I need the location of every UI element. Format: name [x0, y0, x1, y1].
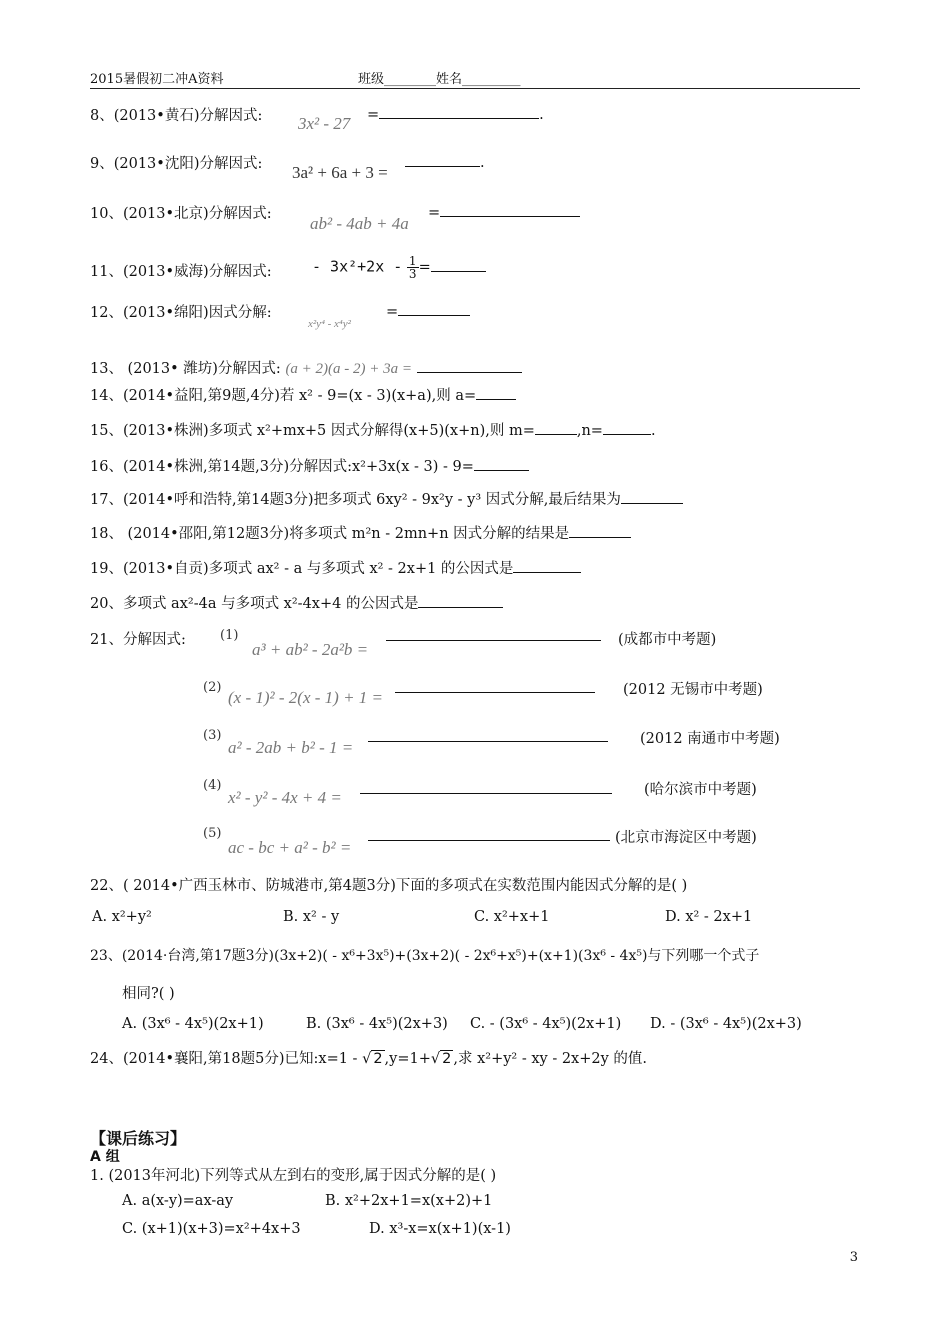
q9-expression: 3a² + 6a + 3 =	[292, 163, 388, 182]
question-23-text: 23、(2014·台湾,第17题3分)(3x+2)( - x⁶+3x⁵)+(3x+2)( - 2x⁶+x⁵)+(x+1)(3x⁶ - 4x⁵)与下列哪一个式子	[90, 948, 760, 964]
question-15: 15、(2013•株洲)多项式 x²+mx+5 因式分解得(x+5)(x+n),则 m= ,n= .	[90, 419, 656, 440]
question-8-math	[298, 114, 350, 134]
question-10-text: 10、(2013•北京)分解因式:	[90, 206, 272, 222]
q21-5-expression: ac - bc + a² - b² =	[228, 838, 352, 857]
question-18	[90, 522, 631, 543]
q22-option-a[interactable]: A. x²+y²	[92, 909, 152, 925]
question-10-answer: =	[428, 202, 580, 221]
after-question-1-text: 1. (2013年河北)下列等式从左到右的变形,属于因式分解的是( )	[90, 1168, 497, 1184]
question-15-mid: ,n=	[576, 423, 603, 439]
section-title: 【课后练习】	[90, 1129, 187, 1148]
question-23-cont	[122, 982, 175, 1003]
q13-expression: (a + 2)(a - 2) + 3a =	[285, 361, 413, 377]
question-17-text: 17、(2014•呼和浩特,第14题3分)把多项式 6xy² - 9x²y - y³ 因式分解,最后结果为	[90, 492, 621, 508]
q21-3-num: (3)	[203, 728, 222, 743]
question-13	[90, 357, 522, 378]
q21-5-blank[interactable]	[368, 826, 610, 841]
q21-4-source: (哈尔滨市中考题)	[644, 782, 757, 798]
q11-frac-top: 1	[408, 254, 417, 268]
q21-3-blank[interactable]	[368, 727, 608, 742]
question-8-text: 8、(2013•黄石)分解因式:	[90, 108, 263, 124]
q21-2-source: (2012 无锡市中考题)	[623, 682, 763, 698]
question-13-text: 13、 (2013• 潍坊)分解因式:	[90, 361, 281, 377]
answer-blank[interactable]	[513, 558, 581, 573]
q23-option-d[interactable]: D. - (3x⁶ - 4x⁵)(2x+3)	[650, 1016, 802, 1032]
answer-blank[interactable]	[569, 523, 631, 538]
answer-blank[interactable]	[621, 489, 683, 504]
page-number: 3	[849, 1250, 858, 1265]
question-19-text: 19、(2013•自贡)多项式 ax² - a 与多项式 x² - 2x+1 的公因式是	[90, 561, 514, 577]
group-title: A 组	[90, 1149, 120, 1165]
header-title: 2015暑假初二冲A资料	[90, 72, 224, 87]
question-17	[90, 488, 683, 509]
q21-2-num: (2)	[203, 680, 222, 695]
answer-blank[interactable]	[418, 593, 503, 608]
answer-blank[interactable]	[417, 358, 522, 373]
question-10-math	[310, 214, 409, 234]
answer-blank[interactable]	[379, 104, 539, 119]
question-12-math	[308, 315, 351, 331]
q21-2-blank[interactable]	[395, 678, 595, 693]
after-q1-option-d[interactable]: D. x³-x=x(x+1)(x-1)	[369, 1221, 511, 1237]
q21-4-expression: x² - y² - 4x + 4 =	[228, 788, 342, 807]
q8-expression: 3x² - 27	[298, 114, 351, 133]
q23-option-b[interactable]: B. (3x⁶ - 4x⁵)(2x+3)	[306, 1016, 448, 1032]
answer-blank[interactable]	[405, 152, 480, 167]
question-24-text-b: ,y=1+	[384, 1051, 431, 1067]
question-22	[90, 874, 687, 895]
question-23-cont-text: 相同?( )	[122, 986, 175, 1002]
q10-expression: ab² - 4ab + 4a	[310, 214, 409, 233]
q21-5-num: (5)	[203, 826, 222, 841]
question-8	[90, 104, 262, 125]
q11-frac-bottom: 3	[408, 267, 417, 281]
question-21	[90, 628, 186, 649]
answer-blank[interactable]	[440, 202, 580, 217]
answer-blank[interactable]	[398, 301, 470, 316]
q21-3-expression: a² - 2ab + b² - 1 =	[228, 738, 354, 757]
sqrt-radicand: 2	[442, 1051, 452, 1067]
q22-option-b[interactable]: B. x² - y	[283, 909, 340, 925]
question-9	[90, 152, 262, 173]
question-23	[90, 945, 759, 965]
q11-fraction	[407, 255, 419, 280]
question-14-text: 14、(2014•益阳,第9题,4分)若 x² - 9=(x - 3)(x+a),则 a=	[90, 388, 477, 404]
q21-1-blank[interactable]	[386, 626, 601, 641]
answer-blank[interactable]	[431, 257, 486, 272]
q23-option-a[interactable]: A. (3x⁶ - 4x⁵)(2x+1)	[122, 1016, 264, 1032]
question-22-text: 22、( 2014•广西玉林市、防城港市,第4题3分)下面的多项式在实数范围内能因式分解的是( )	[90, 878, 688, 894]
answer-blank-n[interactable]	[603, 420, 651, 435]
question-10	[90, 202, 272, 223]
q21-3-source: (2012 南通市中考题)	[640, 731, 780, 747]
q21-1-expression: a³ + ab² - 2a²b =	[252, 640, 369, 659]
q21-2-expression: (x - 1)² - 2(x - 1) + 1 =	[228, 688, 384, 707]
question-21-text: 21、分解因式:	[90, 632, 186, 648]
question-24	[90, 1047, 647, 1068]
page-header	[90, 66, 860, 89]
answer-blank[interactable]	[474, 456, 529, 471]
question-9-math	[292, 163, 388, 183]
after-q1-option-a[interactable]: A. a(x-y)=ax-ay	[122, 1193, 234, 1209]
question-20	[90, 592, 503, 613]
after-q1-option-b[interactable]: B. x²+2x+1=x(x+2)+1	[325, 1193, 493, 1209]
question-11-text: 11、(2013•威海)分解因式:	[90, 264, 272, 280]
q22-option-c[interactable]: C. x²+x+1	[474, 909, 550, 925]
q21-1-source: (成都市中考题)	[618, 632, 717, 648]
q12-expression: x²y⁴ - x⁴y²	[308, 318, 351, 330]
q23-option-c[interactable]: C. - (3x⁶ - 4x⁵)(2x+1)	[470, 1016, 622, 1032]
sqrt-2-icon: √ 2	[362, 1051, 383, 1067]
question-9-answer: .	[405, 152, 485, 171]
question-20-text: 20、多项式 ax²-4a 与多项式 x²-4x+4 的公因式是	[90, 596, 419, 612]
q21-4-num: (4)	[203, 778, 222, 793]
sqrt-2-icon: √ 2	[430, 1051, 452, 1067]
after-q1-option-c[interactable]: C. (x+1)(x+3)=x²+4x+3	[122, 1221, 301, 1237]
q11-expression: - 3x²+2x -	[312, 257, 403, 276]
question-14	[90, 384, 516, 405]
question-12-answer: =	[386, 301, 470, 320]
question-24-text-c: ,求 x²+y² - xy - 2x+2y 的值.	[453, 1051, 648, 1067]
answer-blank[interactable]	[476, 385, 516, 400]
question-12	[90, 301, 272, 322]
sqrt-radicand: 2	[373, 1051, 383, 1067]
question-16	[90, 455, 529, 476]
q22-option-d[interactable]: D. x² - 2x+1	[665, 909, 753, 925]
q21-4-blank[interactable]	[360, 779, 612, 794]
question-11	[90, 260, 272, 281]
question-16-text: 16、(2014•株洲,第14题,3分)分解因式:x²+3x(x - 3) - 9=	[90, 459, 474, 475]
q21-5-source: (北京市海淀区中考题)	[615, 830, 757, 846]
after-question-1	[90, 1164, 496, 1185]
question-8-answer: = .	[367, 104, 544, 123]
question-19	[90, 557, 581, 578]
question-24-text-a: 24、(2014•襄阳,第18题5分)已知:x=1 -	[90, 1051, 358, 1067]
question-11-math: - 3x²+2x - $\frac{1}{3}$ =	[312, 255, 486, 280]
question-15-text: 15、(2013•株洲)多项式 x²+mx+5 因式分解得(x+5)(x+n),则 m=	[90, 423, 535, 439]
question-9-text: 9、(2013•沈阳)分解因式:	[90, 156, 263, 172]
q21-1-num: (1)	[220, 628, 239, 643]
question-18-text: 18、 (2014•邵阳,第12题3分)将多项式 m²n - 2mn+n 因式分解的结果是	[90, 526, 570, 542]
header-class-name: 班级________姓名_________	[358, 72, 521, 87]
answer-blank-m[interactable]	[535, 420, 577, 435]
question-12-text: 12、(2013•绵阳)因式分解:	[90, 305, 272, 321]
